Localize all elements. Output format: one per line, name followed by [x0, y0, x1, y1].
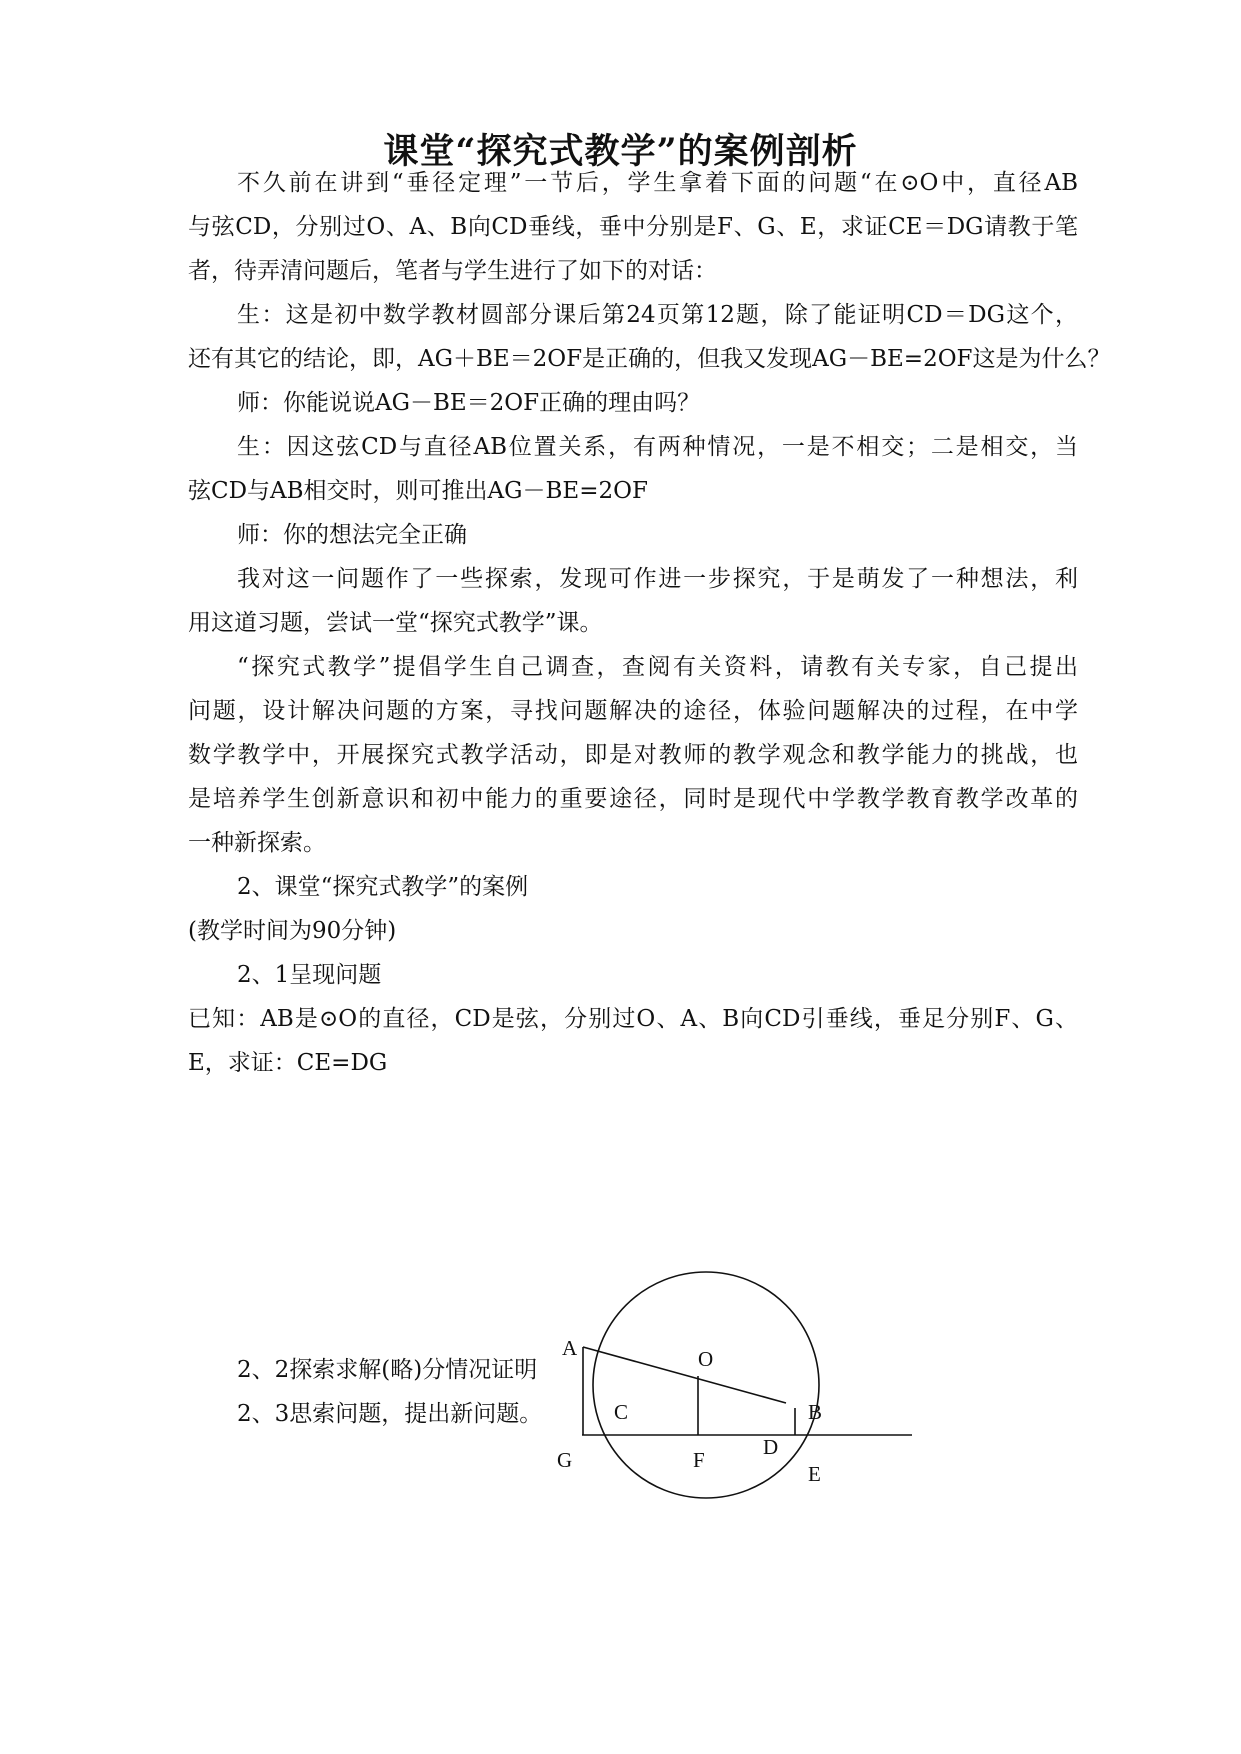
label-g: G [557, 1448, 573, 1472]
label-d: D [763, 1435, 779, 1459]
paragraph-line: 不久前在讲到“垂径定理”一节后，学生拿着下面的问题“在⊙O中，直径AB [237, 170, 1078, 196]
label-b: B [808, 1400, 823, 1424]
paragraph-line: 问题，设计解决问题的方案，寻找问题解决的途径，体验问题解决的过程，在中学 [188, 698, 1078, 724]
dialogue-student-line: 生：因这弦CD与直径AB位置关系，有两种情况，一是不相交；二是相交，当 [237, 434, 1078, 460]
dialogue-teacher-line: 师：你能说说AG－BE＝2OF正确的理由吗？ [237, 390, 701, 416]
paragraph-line: 是培养学生创新意识和初中能力的重要途径，同时是现代中学教学教育教学改革的 [188, 786, 1078, 812]
geometry-figure [540, 1245, 940, 1545]
section-heading: 2、课堂“探究式教学”的案例 [237, 874, 529, 900]
subsection-heading: 2、3思索问题，提出新问题。 [237, 1401, 543, 1427]
paragraph-line: “探究式教学”提倡学生自己调查，查阅有关资料，请教有关专家，自己提出 [237, 654, 1078, 680]
problem-line: 已知：AB是⊙O的直径，CD是弦，分别过O、A、B向CD引垂线，垂足分别F、G、 [188, 1006, 1078, 1032]
problem-line: E，求证：CE=DG [188, 1050, 388, 1076]
dialogue-student-line: 弦CD与AB相交时，则可推出AG－BE=2OF [188, 478, 648, 504]
label-a: A [562, 1336, 578, 1360]
paragraph-line: 与弦CD，分别过O、A、B向CD垂线，垂中分别是F、G、E，求证CE＝DG请教于笔 [188, 214, 1078, 240]
label-f: F [693, 1448, 705, 1472]
dialogue-student-line: 还有其它的结论，即，AG＋BE＝2OF是正确的，但我又发现AG－BE=2OF这是为什么？ [188, 346, 1111, 372]
paragraph-line: 用这道习题，尝试一堂“探究式教学”课。 [188, 610, 603, 636]
subsection-heading: 2、2探索求解(略)分情况证明 [237, 1357, 538, 1383]
page-title: 课堂“探究式教学”的案例剖析 [383, 131, 858, 172]
time-note: (教学时间为90分钟) [188, 918, 397, 944]
dialogue-teacher-line: 师：你的想法完全正确 [237, 522, 467, 548]
label-c: C [614, 1400, 629, 1424]
dialogue-student-line: 生：这是初中数学教材圆部分课后第24页第12题，除了能证明CD＝DG这个， [237, 302, 1078, 328]
label-e: E [808, 1462, 821, 1486]
subsection-heading: 2、1呈现问题 [237, 962, 382, 988]
paragraph-line: 一种新探索。 [188, 830, 326, 856]
label-o: O [698, 1347, 714, 1371]
paragraph-line: 数学教学中，开展探究式教学活动，即是对教师的教学观念和教学能力的挑战，也 [188, 742, 1078, 768]
circle-o [593, 1272, 819, 1498]
paragraph-line: 我对这一问题作了一些探索，发现可作进一步探究，于是萌发了一种想法，利 [237, 566, 1078, 592]
paragraph-line: 者，待弄清问题后，笔者与学生进行了如下的对话： [188, 258, 717, 284]
